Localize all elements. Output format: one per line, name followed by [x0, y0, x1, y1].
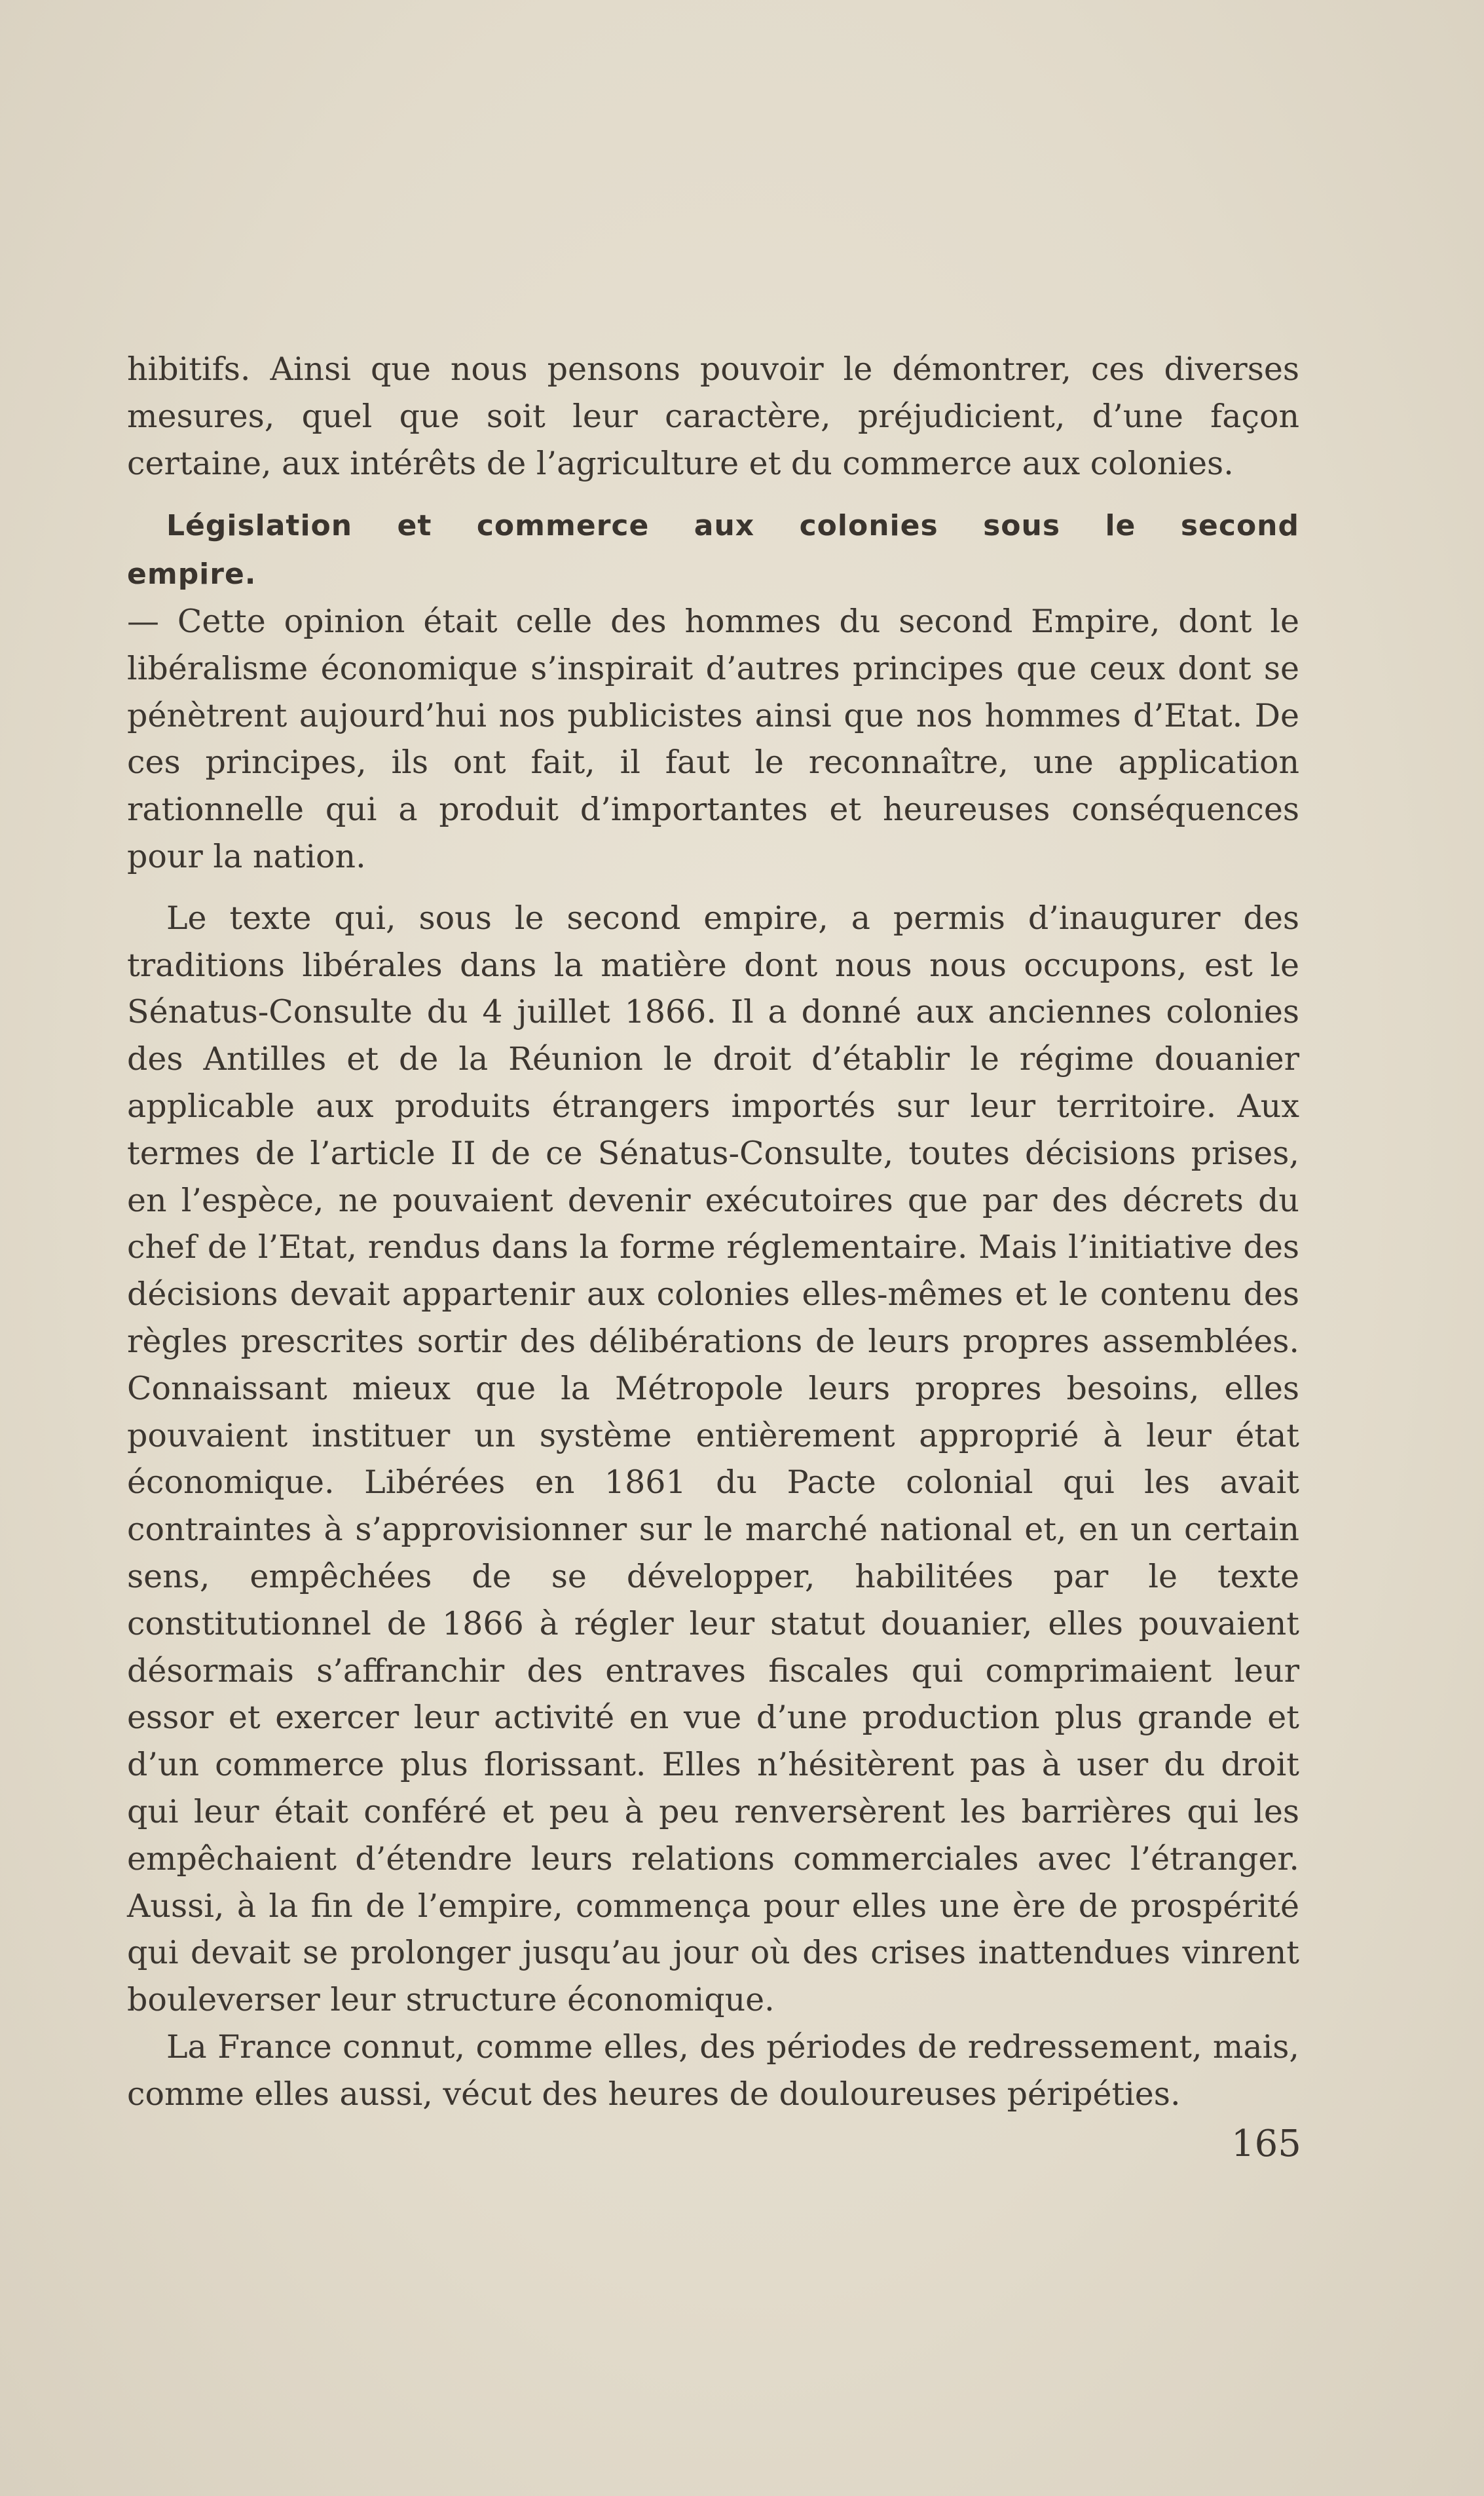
paragraph-continuation: hibitifs. Ainsi que nous pensons pouvoir le démontrer, ces diverses mesures, quel que soit leur caractère, préjudicient, d’une façon certaine, aux intérêts de l’agriculture et du commerce aux colonies.: [127, 350, 1299, 482]
section-heading: Législation et commerce aux colonies sous le second empire.: [127, 509, 1299, 592]
section-paragraph-text: — Cette opinion était celle des hommes du second Empire, dont le libéralisme économique s’inspirait d’autres principes que ceux dont se pénètrent aujourd’hui nos publicistes ainsi que nos hommes d’Etat. De ces principes, ils ont fait, il faut le reconnaître, une application rationnelle qui a produit d’importantes et heureuses conséquences pour la nation.: [127, 602, 1299, 875]
page-number: 165: [1231, 2123, 1301, 2165]
paragraph-senatus-consulte: Le texte qui, sous le second empire, a permis d’inaugurer des traditions libérales dans la matière dont nous nous occupons, est le Sénatus-Consulte du 4 juillet 1866. Il a donné aux anciennes colonies des Antilles et de la Réunion le droit d’établir le régime douanier applicable aux produits étrangers importés sur leur territoire. Aux termes de l’article II de ce Sénatus-Consulte, toutes décisions prises, en l’espèce, ne pouvaient devenir exécutoires que par des décrets du chef de l’Etat, rendus dans la forme réglementaire. Mais l’initiative des décisions devait appartenir aux colonies elles-mêmes et le contenu des règles prescrites sortir des délibérations de leurs propres assemblées. Connaissant mieux que la Métropole leurs propres besoins, elles pouvaient instituer un système entièrement approprié à leur état économique. Libérées en 1861 du Pacte colonial qui les avait contraintes à s’approvisionner sur le marché national et, en un certain sens, empêchées de se développer, habilitées par le texte constitutionnel de 1866 à régler leur statut douanier, elles pouvaient désormais s’affranchir des entraves fiscales qui comprimaient leur essor et exercer leur activité en vue d’une production plus grande et d’un commerce plus florissant. Elles n’hésitèrent pas à user du droit qui leur était conféré et peu à peu renversèrent les barrières qui les empêchaient d’étendre leurs relations commerciales avec l’étranger. Aussi, à la fin de l’empire, commença pour elles une ère de prospérité qui devait se prolonger jusqu’au jour où des crises inattendues vinrent bouleverser leur structure économique.: [127, 899, 1299, 2019]
paragraph-section: [127, 501, 1299, 880]
body-text: [127, 346, 1299, 2117]
paragraph-france: La France connut, comme elles, des périodes de redressement, mais, comme elles aussi, vécut des heures de douloureuses péripéties.: [127, 2028, 1299, 2113]
